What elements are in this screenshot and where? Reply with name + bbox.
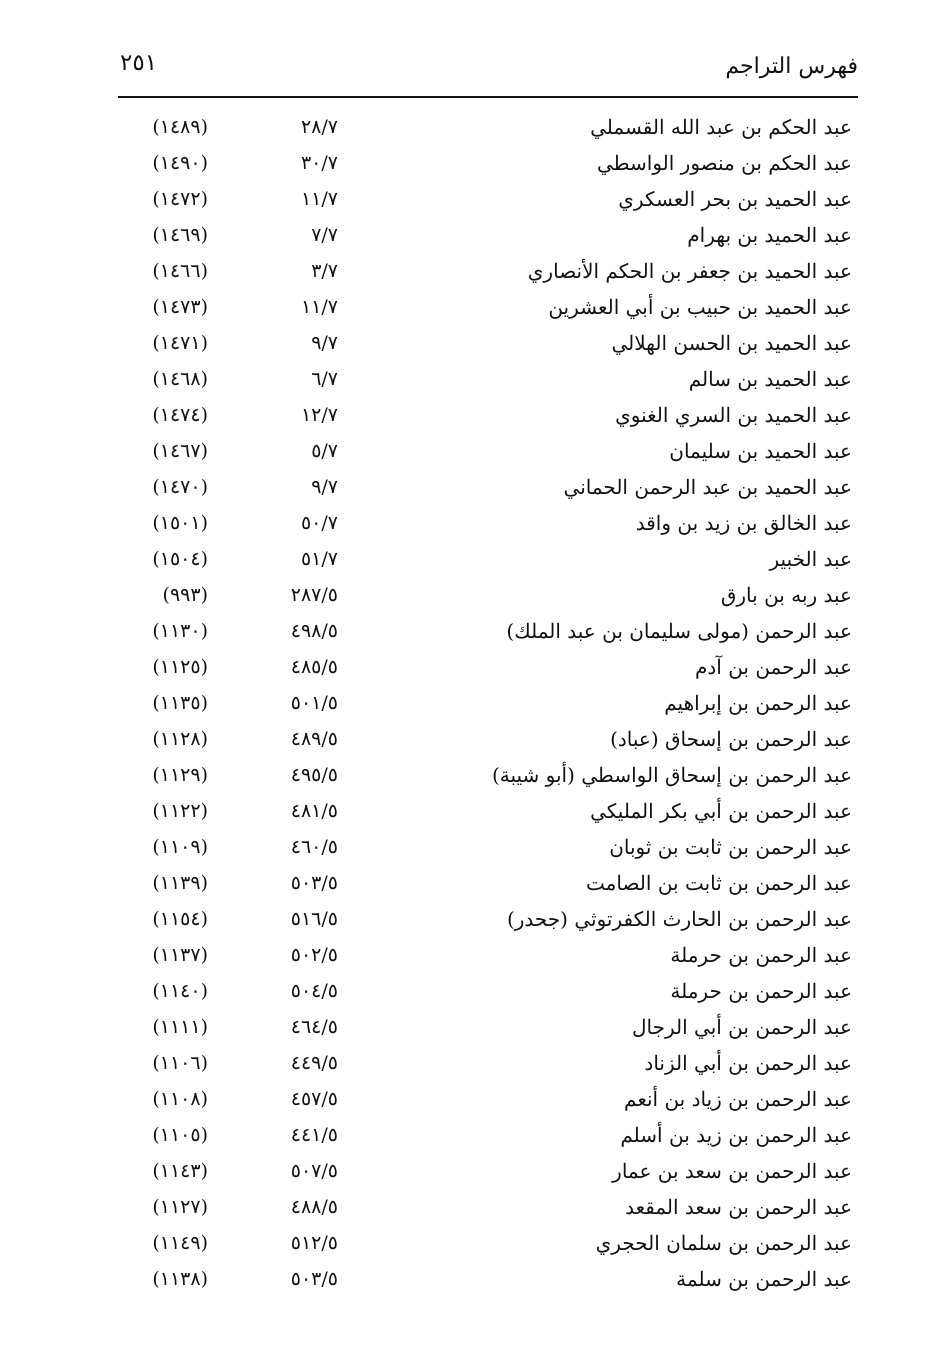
entry-name: عبد ربه بن بارق [720, 583, 852, 607]
index-entry [118, 688, 858, 724]
index-entry [118, 508, 858, 544]
entry-volume-page: ٤٨٨/٥ [290, 1196, 338, 1218]
entry-name: عبد الرحمن بن أبي بكر المليكي [590, 799, 852, 823]
entry-volume-page: ٣/٧ [311, 260, 338, 282]
entry-number: (١١٥٤) [152, 908, 208, 930]
entry-name: عبد الرحمن بن سلمان الحجري [595, 1231, 852, 1255]
entry-number: (١١٠٥) [152, 1124, 208, 1146]
page-number: ٢٥١ [120, 50, 158, 76]
entry-number: (١١٠٦) [152, 1052, 208, 1074]
entry-number: (١١٢٩) [152, 764, 208, 786]
entry-volume-page: ٣٠/٧ [300, 152, 338, 174]
entry-number: (١١٢٢) [152, 800, 208, 822]
entry-volume-page: ٤٤١/٥ [290, 1124, 338, 1146]
entry-number: (١١٣٠) [152, 620, 208, 642]
entry-number: (١١٤٣) [152, 1160, 208, 1182]
page-header [118, 46, 858, 98]
entry-number: (١١٠٩) [152, 836, 208, 858]
entry-volume-page: ٤٤٩/٥ [290, 1052, 338, 1074]
entry-number: (١١٣٩) [152, 872, 208, 894]
index-entry [118, 220, 858, 256]
index-entry [118, 1156, 858, 1192]
entry-volume-page: ٥٠١/٥ [290, 692, 338, 714]
entry-volume-page: ٤٩٨/٥ [290, 620, 338, 642]
index-entry [118, 616, 858, 652]
entry-name: عبد الحميد بن الحسن الهلالي [611, 331, 852, 355]
entry-volume-page: ٩/٧ [311, 476, 338, 498]
entry-name: عبد الحكم بن منصور الواسطي [596, 151, 852, 175]
index-entry [118, 436, 858, 472]
entry-number: (١١٣٧) [152, 944, 208, 966]
entry-name: عبد الحميد بن بحر العسكري [618, 187, 852, 211]
entry-name: عبد الحكم بن عبد الله القسملي [590, 115, 852, 139]
entry-number: (١٤٧٢) [152, 188, 208, 210]
entry-volume-page: ٦/٧ [311, 368, 338, 390]
index-entry [118, 148, 858, 184]
index-entry [118, 868, 858, 904]
entry-number: (١٤٦٦) [152, 260, 208, 282]
entry-volume-page: ٤٩٥/٥ [290, 764, 338, 786]
index-entries [118, 112, 858, 1300]
entry-volume-page: ٤٦٤/٥ [290, 1016, 338, 1038]
entry-number: (١١٤٠) [152, 980, 208, 1002]
entry-volume-page: ١١/٧ [300, 188, 338, 210]
entry-number: (١١٢٥) [152, 656, 208, 678]
entry-volume-page: ٥١٦/٥ [290, 908, 338, 930]
entry-volume-page: ٥٠٤/٥ [290, 980, 338, 1002]
index-entry [118, 1084, 858, 1120]
entry-number: (١٤٧١) [152, 332, 208, 354]
entry-name: عبد الحميد بن عبد الرحمن الحماني [563, 475, 852, 499]
entry-name: عبد الحميد بن جعفر بن الحكم الأنصاري [527, 259, 852, 283]
entry-name: عبد الرحمن بن زياد بن أنعم [624, 1087, 852, 1111]
index-entry [118, 940, 858, 976]
entry-name: عبد الرحمن بن إبراهيم [664, 691, 852, 715]
entry-name: عبد الرحمن بن ثابت بن ثوبان [609, 835, 852, 859]
entry-number: (١٤٧٤) [152, 404, 208, 426]
entry-name: عبد الرحمن بن أبي الرجال [632, 1015, 852, 1039]
entry-number: (١٥٠١) [152, 512, 208, 534]
entry-number: (١٤٦٧) [152, 440, 208, 462]
entry-volume-page: ٤٥٧/٥ [290, 1088, 338, 1110]
entry-volume-page: ٥٠٣/٥ [290, 1268, 338, 1290]
entry-name: عبد الرحمن بن زيد بن أسلم [620, 1123, 852, 1147]
entry-volume-page: ٥٠/٧ [300, 512, 338, 534]
entry-number: (١٥٠٤) [152, 548, 208, 570]
entry-name: عبد الرحمن (مولى سليمان بن عبد الملك) [506, 619, 852, 643]
entry-name: عبد الرحمن بن إسحاق الواسطي (أبو شيبة) [491, 763, 852, 787]
index-entry [118, 184, 858, 220]
index-entry [118, 364, 858, 400]
index-entry [118, 1012, 858, 1048]
entry-volume-page: ٥٠٣/٥ [290, 872, 338, 894]
index-entry [118, 796, 858, 832]
index-entry [118, 652, 858, 688]
entry-number: (١٤٦٩) [152, 224, 208, 246]
entry-name: عبد الرحمن بن آدم [694, 655, 852, 679]
entry-name: عبد الرحمن بن سعد المقعد [625, 1195, 852, 1219]
entry-name: عبد الرحمن بن حرملة [670, 979, 852, 1003]
entry-number: (١١٢٨) [152, 728, 208, 750]
entry-number: (١١٣٨) [152, 1268, 208, 1290]
entry-number: (١٤٧٣) [152, 296, 208, 318]
entry-name: عبد الرحمن بن الحارث الكفرتوثي (جحدر) [506, 907, 852, 931]
entry-number: (١١١١) [152, 1016, 208, 1038]
index-entry [118, 1264, 858, 1300]
entry-name: عبد الخالق بن زيد بن واقد [635, 511, 852, 535]
index-entry [118, 832, 858, 868]
entry-name: عبد الرحمن بن إسحاق (عباد) [610, 727, 852, 751]
entry-volume-page: ٥/٧ [311, 440, 338, 462]
entry-volume-page: ٢٨/٧ [300, 116, 338, 138]
entry-volume-page: ١١/٧ [300, 296, 338, 318]
index-entry [118, 328, 858, 364]
index-entry [118, 724, 858, 760]
entry-number: (١١٢٧) [152, 1196, 208, 1218]
entry-volume-page: ٥٠٢/٥ [290, 944, 338, 966]
entry-name: عبد الحميد بن سليمان [669, 439, 852, 463]
entry-volume-page: ٢٨٧/٥ [290, 584, 338, 606]
entry-number: (١٤٩٠) [152, 152, 208, 174]
index-entry [118, 580, 858, 616]
entry-name: عبد الحميد بن بهرام [687, 223, 852, 247]
entry-number: (١١٠٨) [152, 1088, 208, 1110]
entry-volume-page: ٤٨١/٥ [290, 800, 338, 822]
entry-name: عبد الرحمن بن حرملة [670, 943, 852, 967]
entry-name: عبد الخبير [769, 547, 852, 571]
entry-number: (١٤٨٩) [152, 116, 208, 138]
index-entry [118, 904, 858, 940]
index-entry [118, 112, 858, 148]
entry-number: (٩٩٣) [162, 584, 208, 606]
entry-volume-page: ٧/٧ [311, 224, 338, 246]
entry-volume-page: ٥٠٧/٥ [290, 1160, 338, 1182]
index-entry [118, 1048, 858, 1084]
entry-number: (١٤٦٨) [152, 368, 208, 390]
entry-volume-page: ٤٨٥/٥ [290, 656, 338, 678]
entry-name: عبد الرحمن بن سلمة [676, 1267, 852, 1291]
index-entry [118, 544, 858, 580]
entry-name: عبد الحميد بن السري الغنوي [615, 403, 852, 427]
entry-name: عبد الحميد بن سالم [688, 367, 852, 391]
entry-volume-page: ٤٦٠/٥ [290, 836, 338, 858]
entry-volume-page: ١٢/٧ [300, 404, 338, 426]
entry-number: (١٤٧٠) [152, 476, 208, 498]
index-entry [118, 1228, 858, 1264]
index-entry [118, 1120, 858, 1156]
entry-volume-page: ٥١٢/٥ [290, 1232, 338, 1254]
entry-volume-page: ٥١/٧ [300, 548, 338, 570]
index-entry [118, 400, 858, 436]
entry-name: عبد الرحمن بن أبي الزناد [644, 1051, 852, 1075]
entry-volume-page: ٩/٧ [311, 332, 338, 354]
index-entry [118, 1192, 858, 1228]
entry-volume-page: ٤٨٩/٥ [290, 728, 338, 750]
index-entry [118, 472, 858, 508]
page-title: فهرس التراجم [725, 54, 858, 79]
entry-number: (١١٤٩) [152, 1232, 208, 1254]
index-entry [118, 760, 858, 796]
entry-number: (١١٣٥) [152, 692, 208, 714]
index-entry [118, 976, 858, 1012]
entry-name: عبد الرحمن بن سعد بن عمار [612, 1159, 852, 1183]
entry-name: عبد الرحمن بن ثابت بن الصامت [586, 871, 852, 895]
entry-name: عبد الحميد بن حبيب بن أبي العشرين [548, 295, 852, 319]
index-entry [118, 256, 858, 292]
index-entry [118, 292, 858, 328]
